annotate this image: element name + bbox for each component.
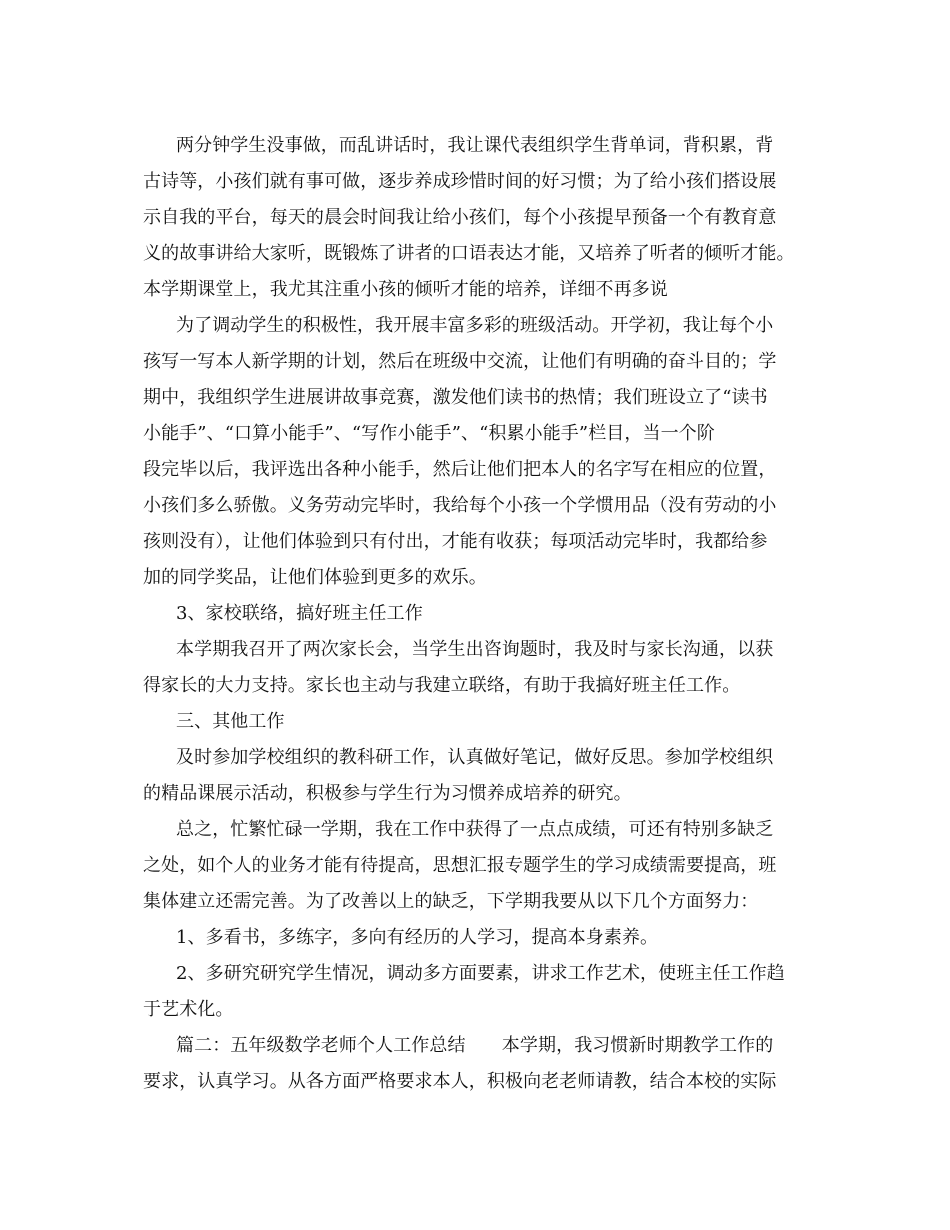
paragraph-line: 段完毕以后，我评选出各种小能手，然后让他们把本人的名字写在相应的位置， xyxy=(143,459,777,480)
paragraph-line: 于艺术化。 xyxy=(143,999,234,1020)
paragraph-line: 示自我的平台，每天的晨会时间我让给小孩们，每个小孩提早预备一个有教育意 xyxy=(143,207,777,228)
paragraph-line: 加的同学奖品，让他们体验到更多的欢乐。 xyxy=(143,567,487,588)
paragraph-line: 得家长的大力支持。家长也主动与我建立联络，有助于我搞好班主任工作。 xyxy=(143,675,741,696)
section-heading: 3、家校联络，搞好班主任工作 xyxy=(176,603,423,624)
paragraph-line: 孩则没有），让他们体验到只有付出，才能有收获；每项活动完毕时，我都给参 xyxy=(143,531,768,552)
paragraph-line: 为了调动学生的积极性，我开展丰富多彩的班级活动。开学初，我让每个小 xyxy=(176,315,774,336)
document-body xyxy=(143,128,808,1100)
paragraph-line: 两分钟学生没事做，而乱讲话时，我让课代表组织学生背单词，背积累，背 xyxy=(176,135,774,156)
paragraph-line: 集体建立还需完善。为了改善以上的缺乏，下学期我要从以下几个方面努力： xyxy=(143,891,759,912)
paragraph-line: 义的故事讲给大家听，既锻炼了讲者的口语表达才能，又培养了听者的倾听才能。 xyxy=(143,243,795,264)
paragraph-line: 期中，我组织学生进展讲故事竞赛，激发他们读书的热情；我们班设立了“读书 xyxy=(143,387,768,408)
paragraph-line: 古诗等，小孩们就有事可做，逐步养成珍惜时间的好习惯；为了给小孩们搭设展 xyxy=(143,171,777,192)
paragraph-line: 总之，忙繁忙碌一学期，我在工作中获得了一点点成绩，可还有特别多缺乏 xyxy=(176,819,774,840)
paragraph-line: 篇二：五年级数学老师个人工作总结 本学期，我习惯新时期教学工作的 xyxy=(176,1035,774,1056)
paragraph-line: 孩写一写本人新学期的计划，然后在班级中交流，让他们有明确的奋斗目的；学 xyxy=(143,351,777,372)
list-item: 1、多看书，多练字，多向有经历的人学习，提高本身素养。 xyxy=(176,927,659,948)
paragraph-line: 要求，认真学习。从各方面严格要求本人，积极向老老师请教，结合本校的实际 xyxy=(143,1071,777,1092)
paragraph-line: 小能手”、“口算小能手”、“写作小能手”、“积累小能手”栏目，当一个阶 xyxy=(143,423,715,444)
paragraph-line: 及时参加学校组织的教科研工作，认真做好笔记，做好反思。参加学校组织 xyxy=(176,747,774,768)
section-heading: 三、其他工作 xyxy=(176,711,285,732)
paragraph-line: 本学期我召开了两次家长会，当学生出咨询题时，我及时与家长沟通，以获 xyxy=(176,639,774,660)
paragraph-line: 小孩们多么骄傲。义务劳动完毕时，我给每个小孩一个学惯用品（没有劳动的小 xyxy=(143,495,777,516)
paragraph-line: 的精品课展示活动，积极参与学生行为习惯养成培养的研究。 xyxy=(143,783,632,804)
paragraph-line: 本学期课堂上，我尤其注重小孩的倾听才能的培养，详细不再多说 xyxy=(143,279,668,300)
paragraph-line: 之处，如个人的业务才能有待提高，思想汇报专题学生的学习成绩需要提高，班 xyxy=(143,855,777,876)
list-item: 2、多研究研究学生情况，调动多方面要素，讲求工作艺术，使班主任工作趋 xyxy=(176,963,785,984)
